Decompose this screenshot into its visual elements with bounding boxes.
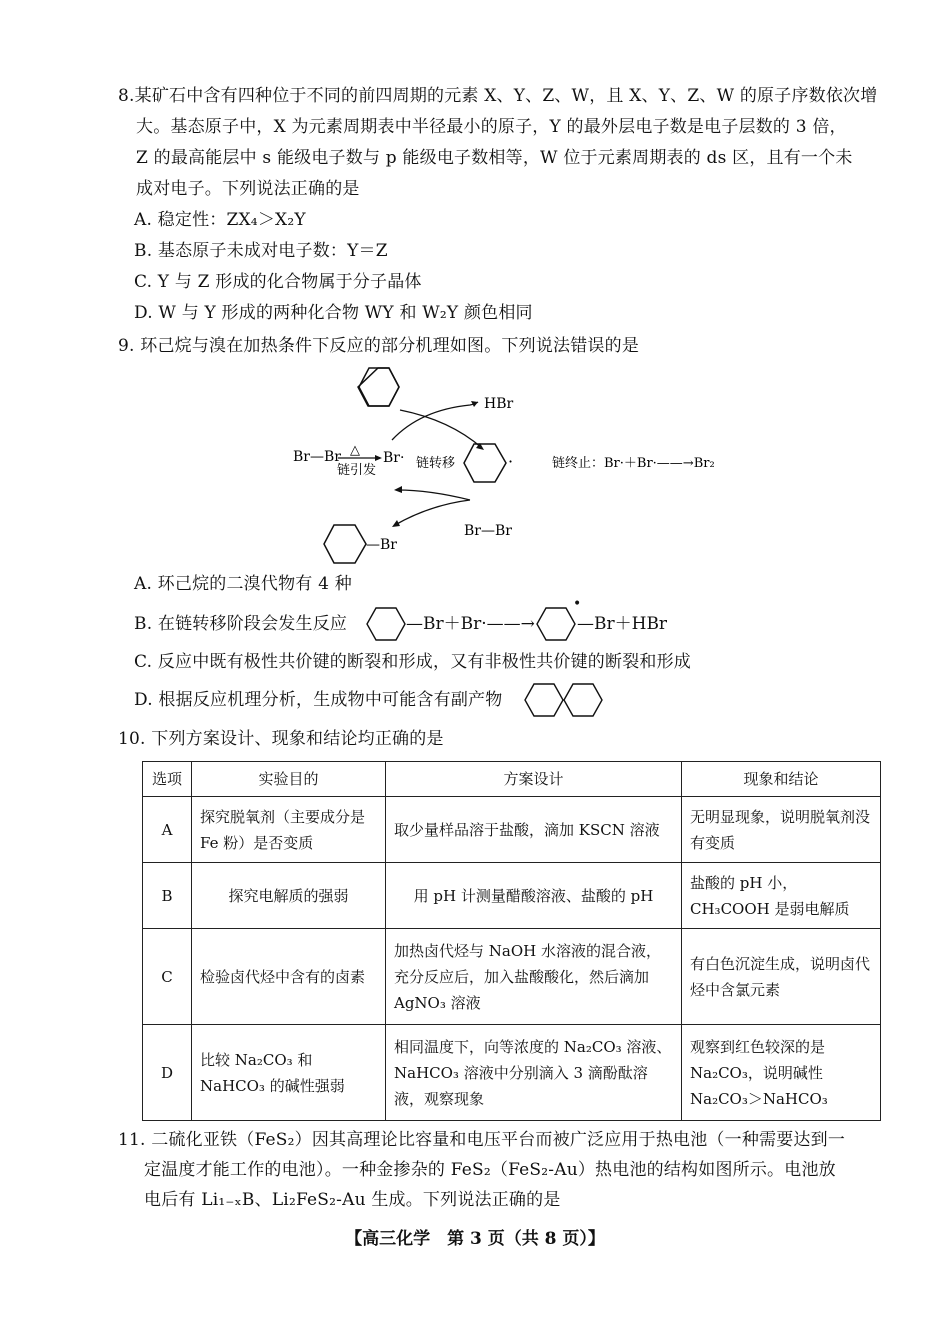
row-c-design: 加热卤代烃与 NaOH 水溶液的混合液，充分反应后，加入盐酸酸化，然后滴加 AgNO₃ 溶液: [386, 929, 682, 1025]
row-c-option: C: [143, 929, 192, 1025]
br2-reactant: Br—Br: [293, 449, 341, 465]
row-c-result: 有白色沉淀生成，说明卤代烃中含氯元素: [682, 929, 881, 1025]
initiation-label: 链引发: [337, 463, 377, 478]
delta-symbol: △: [350, 443, 360, 458]
row-d-option: D: [143, 1025, 192, 1121]
arrow-to-radical: [400, 410, 482, 448]
q8-stem-line-1: 8.某矿石中含有四种位于不同的前四周期的元素 X、Y、Z、W，且 X、Y、Z、W 的原子序数依次增: [118, 86, 878, 106]
row-b-purpose: 探究电解质的强弱: [192, 863, 386, 929]
q8-stem-line-4: 成对电子。下列说法正确的是: [136, 179, 360, 199]
row-b-option: B: [143, 863, 192, 929]
cyclohexane-top: [358, 368, 399, 406]
q9-stem: 9. 环己烷与溴在加热条件下反应的部分机理如图。下列说法错误的是: [118, 336, 640, 356]
table-row: [143, 1025, 881, 1121]
q9-option-d: D. 根据反应机理分析，生成物中可能含有副产物: [134, 690, 503, 710]
table-row: [143, 797, 881, 863]
q9-option-b-hexagon-1: [366, 606, 406, 642]
table-row: [143, 863, 881, 929]
q11-stem-line-1: 11. 二硫化亚铁（FeS₂）因其高理论比容量和电压平台而被广泛应用于热电池（一种需要达到一: [118, 1130, 846, 1150]
header-option: 选项: [143, 762, 192, 797]
header-purpose: 实验目的: [192, 762, 386, 797]
row-d-design: 相同温度下，向等浓度的 Na₂CO₃ 溶液、NaHCO₃ 溶液中分别滴入 3 滴酚酞溶液，观察现象: [386, 1025, 682, 1121]
arrow-back-up: [397, 490, 470, 500]
table-row: [143, 929, 881, 1025]
row-d-result: 观察到红色较深的是 Na₂CO₃，说明碱性 Na₂CO₃＞NaHCO₃: [682, 1025, 881, 1121]
row-a-design: 取少量样品溶于盐酸，滴加 KSCN 溶液: [386, 797, 682, 863]
row-a-result: 无明显现象，说明脱氧剂没有变质: [682, 797, 881, 863]
hbr-label: HBr: [484, 396, 514, 412]
q8-stem-line-2: 大。基态原子中，X 为元素周期表中半径最小的原子，Y 的最外层电子数是电子层数的 3 倍，: [136, 117, 847, 137]
q9-option-b-products: —Br＋HBr: [577, 614, 668, 634]
q11-stem-line-3: 电后有 Li₁₋ₓB、Li₂FeS₂-Au 生成。下列说法正确的是: [144, 1190, 561, 1210]
q8-option-a: A. 稳定性：ZX₄＞X₂Y: [134, 210, 306, 230]
header-design: 方案设计: [386, 762, 682, 797]
q9-option-a: A. 环己烷的二溴代物有 4 种: [134, 574, 352, 594]
row-a-option: A: [143, 797, 192, 863]
bromocyclohexane-ring: [324, 525, 366, 563]
q9-mechanism-diagram: [280, 362, 740, 567]
page-footer: 【高三化学 第 3 页（共 8 页）】: [345, 1229, 605, 1249]
q11-stem-line-2: 定温度才能工作的电池）。一种金掺杂的 FeS₂（FeS₂-Au）热电池的结构如图所示。电池放: [144, 1160, 836, 1180]
row-d-purpose: 比较 Na₂CO₃ 和 NaHCO₃ 的碱性强弱: [192, 1025, 386, 1121]
cyclohexyl-radical: [464, 444, 506, 482]
q8-option-c: C. Y 与 Z 形成的化合物属于分子晶体: [134, 272, 422, 292]
br-radical: Br·: [383, 450, 405, 466]
row-a-purpose: 探究脱氧剂（主要成分是 Fe 粉）是否变质: [192, 797, 386, 863]
arrow-to-hbr: [392, 402, 478, 440]
q9-option-d-byproduct-structure: [524, 682, 606, 718]
radical-dot: ·: [508, 452, 514, 471]
row-b-result: 盐酸的 pH 小，CH₃COOH 是弱电解质: [682, 863, 881, 929]
transfer-label: 链转移: [416, 456, 456, 471]
q8-option-d: D. W 与 Y 形成的两种化合物 WY 和 W₂Y 颜色相同: [134, 303, 533, 323]
row-b-design: 用 pH 计测量醋酸溶液、盐酸的 pH: [386, 863, 682, 929]
br2-lower: Br—Br: [464, 523, 512, 539]
q9-option-c: C. 反应中既有极性共价键的断裂和形成，又有非极性共价键的断裂和形成: [134, 652, 692, 672]
q8-option-b: B. 基态原子未成对电子数：Y＝Z: [134, 241, 388, 261]
q8-stem-line-3: Z 的最高能层中 s 能级电子数与 p 能级电子数相等，W 位于元素周期表的 ds 区，且有一个未: [136, 148, 853, 168]
q9-option-b-text: B. 在链转移阶段会发生反应: [134, 614, 348, 634]
q9-option-b-radical-dot: •: [573, 596, 582, 612]
termination-step: 链终止：Br·＋Br·——→Br₂: [552, 456, 715, 471]
arrow-to-bromide: [395, 500, 470, 525]
header-result: 现象和结论: [682, 762, 881, 797]
table-header-row: [143, 762, 881, 797]
q9-option-b-hexagon-2: [536, 606, 576, 642]
q9-option-b-reactants: —Br＋Br·——→: [406, 614, 535, 634]
q9-option-b: [134, 612, 347, 636]
row-c-purpose: 检验卤代烃中含有的卤素: [192, 929, 386, 1025]
q10-stem: 10. 下列方案设计、现象和结论均正确的是: [118, 729, 444, 749]
bromo-substituent: —Br: [366, 537, 397, 553]
experiment-table: [142, 761, 881, 1121]
